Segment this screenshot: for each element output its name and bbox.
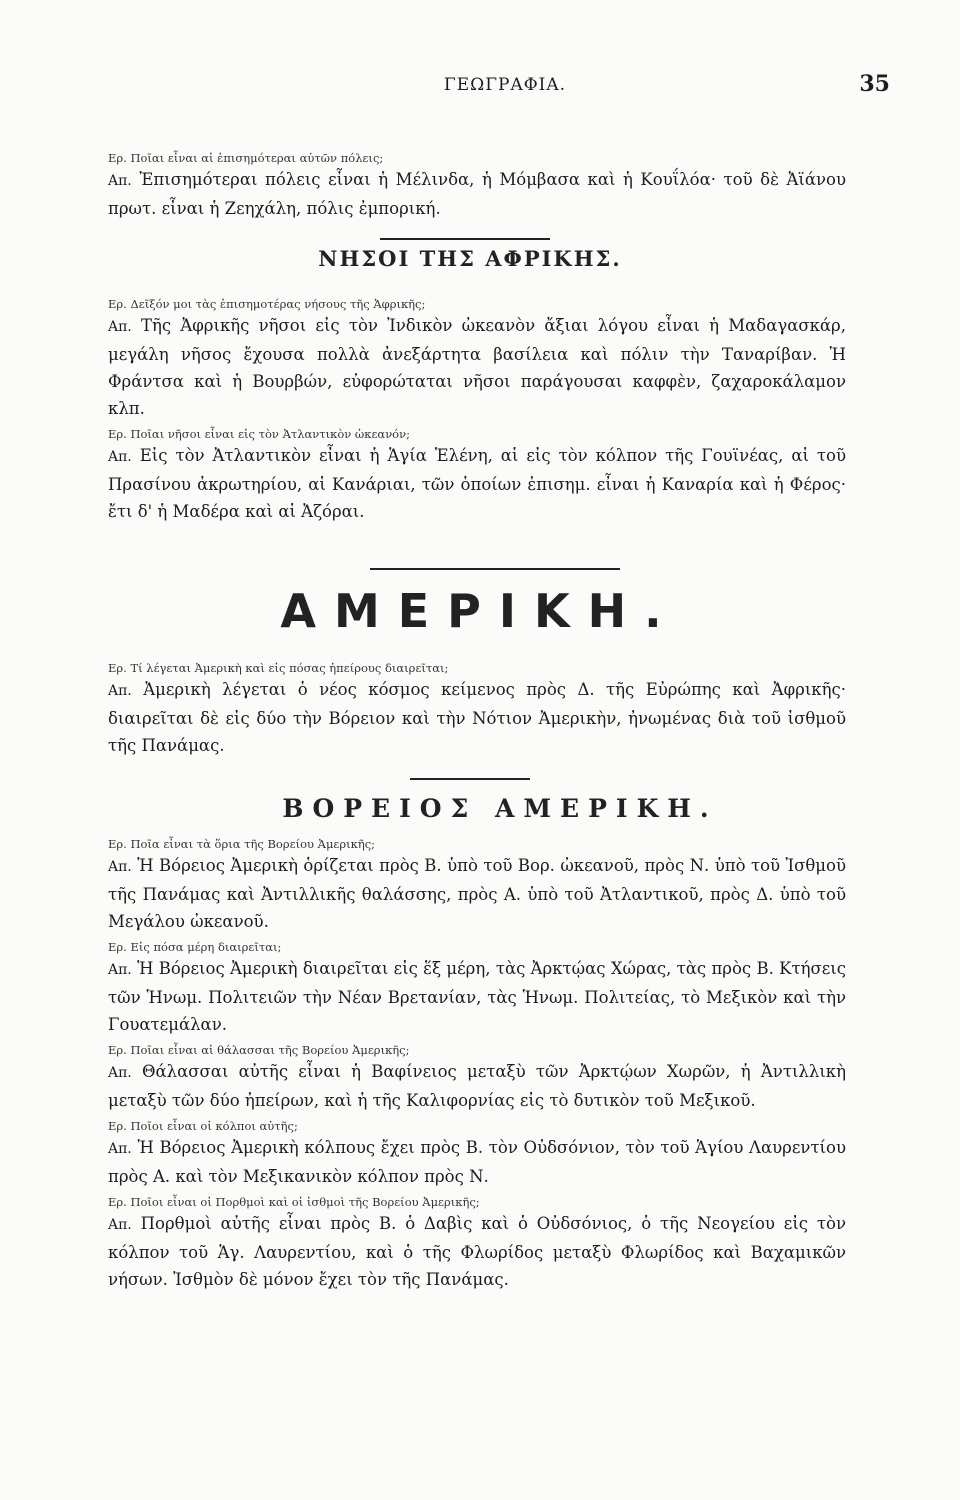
question: Ερ. Εἰς πόσα μέρη διαιρεῖται; (108, 940, 282, 954)
question: Ερ. Ποῖαι εἶναι αἱ θάλασσαι τῆς Βορείου Ἀμερικῆς; (108, 1043, 410, 1057)
question: Ερ. Δεῖξόν μοι τὰς ἐπισημοτέρας νήσους τῆς Ἀφρικῆς; (108, 297, 426, 311)
answer: Απ. Θάλασσαι αὐτῆς εἶναι ἡ Βαφίνειος μεταξὺ τῶν Ἀρκτῴων Χωρῶν, ἡ Ἀντιλλικὴ μεταξὺ τῶν δύο ἠπείρων, καὶ ἡ τῆς Καλιφορνίας εἰς τὸ δυτικὸν τοῦ Μεξικοῦ. (108, 1062, 846, 1110)
running-head (120, 71, 890, 115)
answer: Απ. Πορθμοὶ αὐτῆς εἶναι πρὸς Β. ὁ Δαβὶς καὶ ὁ Οὐδσόνιος, ὁ τῆς Νεογείου εἰς τὸν κόλπον τοῦ Ἁγ. Λαυρεντίου, καὶ ὁ τῆς Φλωρίδος μεταξὺ Φλωρίδος καὶ Βαχαμικῶν νήσων. Ἰσθμὸν δὲ μόνον ἔχει τὸν τῆς Πανάμας. (108, 1214, 847, 1289)
running-title: ΓΕΩΓΡΑΦΙΑ. (443, 75, 567, 95)
heading-america: ΑΜΕΡΙΚΗ. (280, 584, 680, 638)
question: Ερ. Ποῖαι νῆσοι εἶναι εἰς τὸν Ἀτλαντικὸν ὠκεανόν; (108, 427, 410, 441)
answer: Απ. Εἰς τὸν Ἀτλαντικὸν εἶναι ἡ Ἁγία Ἑλένη, αἱ εἰς τὸν κόλπον τῆς Γουϊνέας, αἱ τοῦ Πρασίνου ἀκρωτηρίου, αἱ Κανάριαι, τῶν ὁποίων ἐπισημ. εἶναι ἡ Καναρία καὶ ἡ Φέρος· ἔτι δ' ἡ Μαδέρα καὶ αἱ Ἀζόραι. (108, 446, 846, 521)
section-rule (380, 238, 550, 240)
question: Ερ. Ποῖαι εἶναι αἱ ἐπισημότεραι αὐτῶν πόλεις; (108, 151, 384, 165)
question: Ερ. Ποῖοι εἶναι οἱ κόλποι αὐτῆς; (108, 1119, 298, 1133)
heading-african-islands: ΝΗΣΟΙ ΤΗΣ ΑΦΡΙΚΗΣ. (318, 246, 622, 271)
qa-block-cities (108, 150, 846, 222)
question: Ερ. Ποῖα εἶναι τὰ ὅρια τῆς Βορείου Ἀμερικῆς; (108, 837, 376, 851)
heading-north-america: ΒΟΡΕΙΟΣ ΑΜΕΡΙΚΗ. (282, 794, 718, 823)
page-number: 35 (859, 71, 890, 97)
answer: Απ. Ἡ Βόρειος Ἀμερικὴ ὁρίζεται πρὸς Β. ὑπὸ τοῦ Βορ. ὠκεανοῦ, πρὸς Ν. ὑπὸ τοῦ Ἰσθμοῦ τῆς Πανάμας καὶ Ἀντιλλικῆς θαλάσσης, πρὸς Α. ὑπὸ τοῦ Ἀτλαντικοῦ, πρὸς Δ. ὑπὸ τοῦ Μεγάλου ὠκεανοῦ. (108, 856, 846, 931)
section-rule (370, 568, 620, 570)
answer: Απ. Ἡ Βόρειος Ἀμερικὴ κόλπους ἔχει πρὸς Β. τὸν Οὐδσόνιον, τὸν τοῦ Ἁγίου Λαυρεντίου πρὸς Α. καὶ τὸν Μεξικανικὸν κόλπον πρὸς Ν. (108, 1138, 846, 1186)
answer: Απ. Ἐπισημότεραι πόλεις εἶναι ἡ Μέλινδα, ἡ Μόμβασα καὶ ἡ Κουΐλόα· τοῦ δὲ Ἀϊάνου πρωτ. εἶναι ἡ Ζεηχάλη, πόλις ἐμπορική. (108, 170, 846, 218)
qa-block-islands (108, 296, 846, 525)
answer: Απ. Ἡ Βόρειος Ἀμερικὴ διαιρεῖται εἰς ἕξ μέρη, τὰς Ἀρκτῴας Χώρας, τὰς πρὸς Β. Κτήσεις τῶν Ἡνωμ. Πολιτειῶν τὴν Νέαν Βρετανίαν, τὰς Ἡνωμ. Πολιτείας, τὸ Μεξικὸν καὶ τὴν Γουατεμάλαν. (108, 959, 846, 1034)
qa-block-america (108, 660, 846, 759)
answer: Απ. Ἀμερικὴ λέγεται ὁ νέος κόσμος κείμενος πρὸς Δ. τῆς Εὐρώπης καὶ Ἀφρικῆς· διαιρεῖται δὲ εἰς δύο τὴν Βόρειον καὶ τὴν Νότιον Ἀμερικὴν, ἠνωμένας διὰ τοῦ ἰσθμοῦ τῆς Πανάμας. (108, 680, 846, 755)
section-rule (410, 778, 530, 780)
question: Ερ. Ποῖοι εἶναι οἱ Πορθμοὶ καὶ οἱ ἰσθμοὶ τῆς Βορείου Ἀμερικῆς; (108, 1195, 480, 1209)
answer: Απ. Τῆς Ἀφρικῆς νῆσοι εἰς τὸν Ἰνδικὸν ὠκεανὸν ἄξιαι λόγου εἶναι ἡ Μαδαγασκάρ, μεγάλη νῆσος ἔχουσα πολλὰ ἀνεξάρτητα βασίλεια καὶ πόλιν τὴν Ταναρίβαν. Ἡ Φράντσα καὶ ἡ Βουρβών, εὐφορώταται νῆσοι παράγουσαι καφφὲν, ζαχαροκάλαμον κλπ. (108, 316, 847, 418)
question: Ερ. Τί λέγεται Ἀμερικὴ καὶ εἰς πόσας ἠπείρους διαιρεῖται; (108, 661, 449, 675)
qa-block-north-america (108, 836, 846, 1293)
